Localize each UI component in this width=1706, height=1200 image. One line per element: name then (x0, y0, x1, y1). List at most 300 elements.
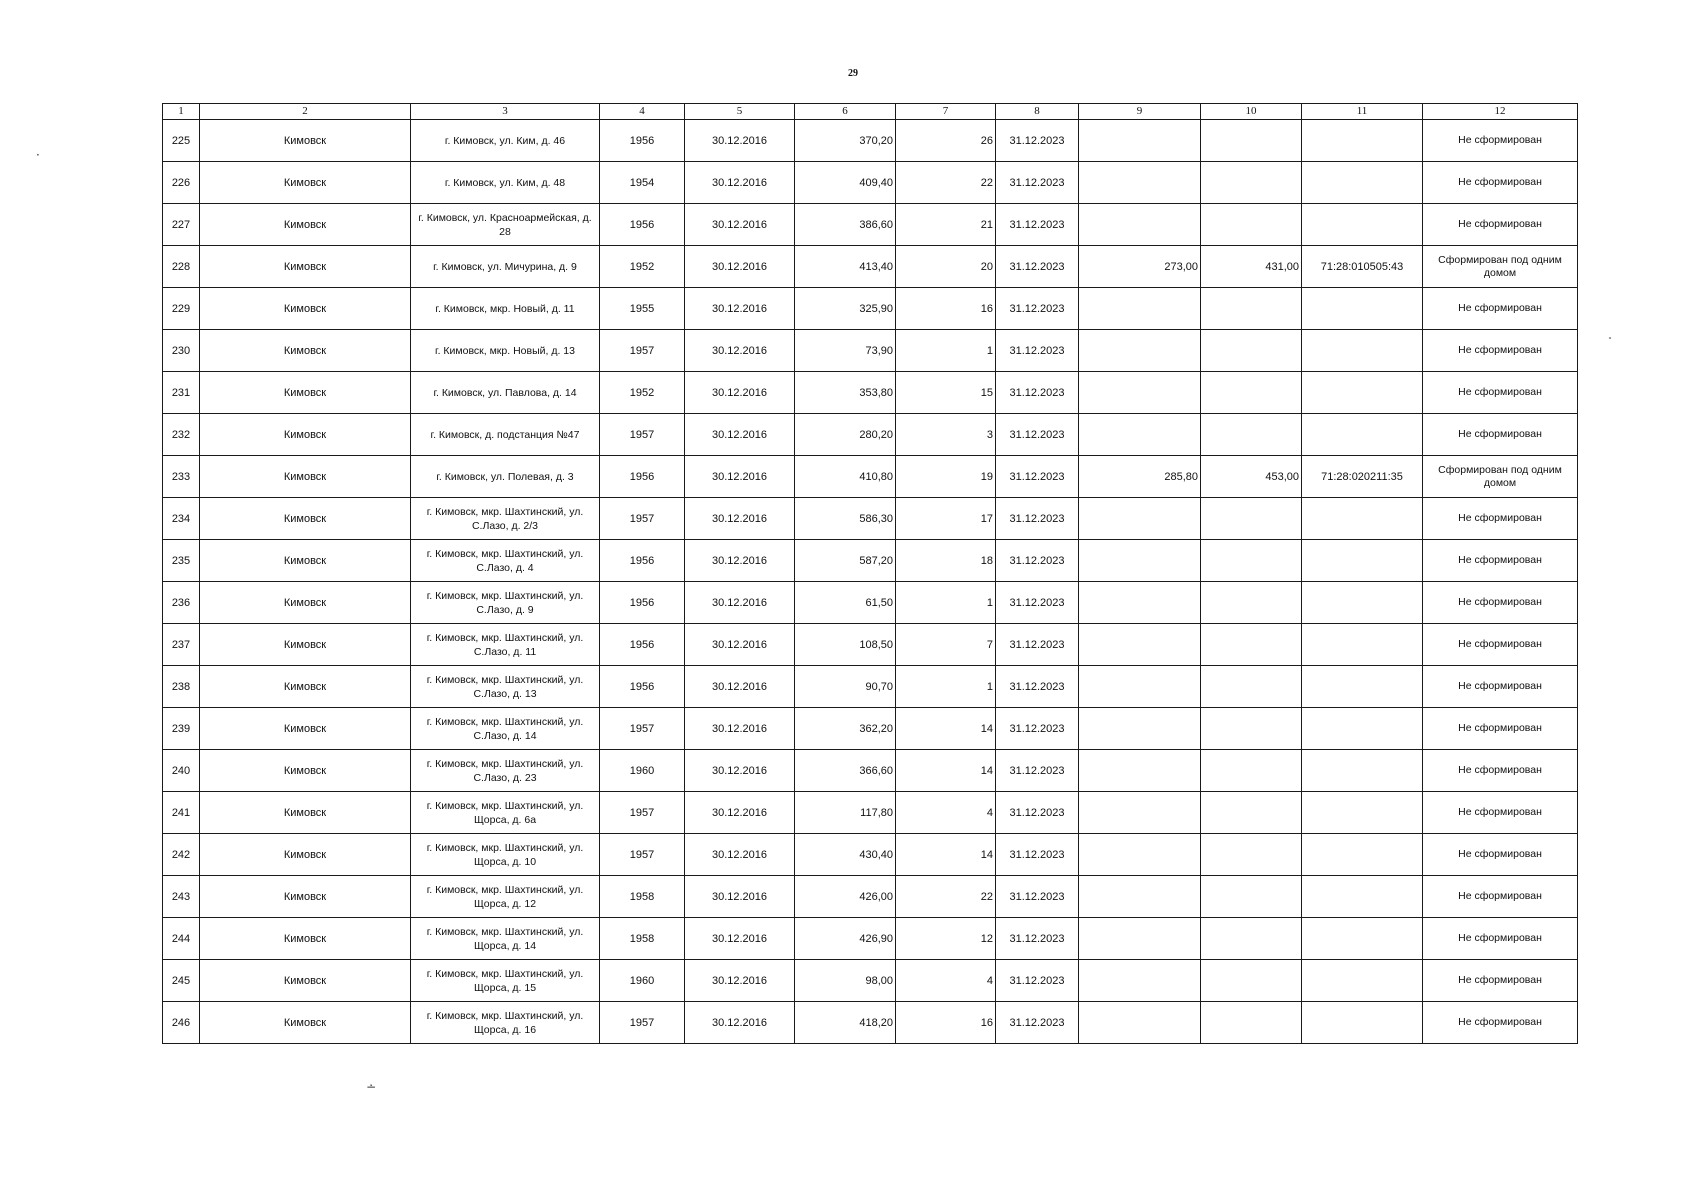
city-cell: Кимовск (200, 288, 411, 330)
deadline-cell: 31.12.2023 (996, 750, 1079, 792)
area-cell: 410,80 (795, 456, 896, 498)
area-cell: 430,40 (795, 834, 896, 876)
row-number-cell: 246 (163, 1002, 200, 1044)
date-cell: 30.12.2016 (685, 288, 795, 330)
cadastral-number-cell (1302, 498, 1423, 540)
cadastral-number-cell (1302, 666, 1423, 708)
table-row (163, 330, 1578, 372)
status-cell: Не сформирован (1423, 204, 1578, 246)
date-cell: 30.12.2016 (685, 834, 795, 876)
address-cell: г. Кимовск, мкр. Шахтинский, ул. Щорса, д. 14 (411, 918, 600, 960)
column-number-header: 4 (600, 104, 685, 120)
year-cell: 1958 (600, 876, 685, 918)
row-number-cell: 232 (163, 414, 200, 456)
row-number-cell: 229 (163, 288, 200, 330)
row-number-cell: 244 (163, 918, 200, 960)
residents-cell: 14 (896, 834, 996, 876)
date-cell: 30.12.2016 (685, 162, 795, 204)
deadline-cell: 31.12.2023 (996, 246, 1079, 288)
city-cell: Кимовск (200, 330, 411, 372)
table-row (163, 960, 1578, 1002)
year-cell: 1957 (600, 792, 685, 834)
status-cell: Не сформирован (1423, 624, 1578, 666)
row-number-cell: 240 (163, 750, 200, 792)
date-cell: 30.12.2016 (685, 456, 795, 498)
city-cell: Кимовск (200, 204, 411, 246)
plot-area-cell (1201, 708, 1302, 750)
table-row (163, 246, 1578, 288)
residents-cell: 4 (896, 960, 996, 1002)
cadastral-number-cell (1302, 414, 1423, 456)
deadline-cell: 31.12.2023 (996, 120, 1079, 162)
status-cell: Не сформирован (1423, 498, 1578, 540)
city-cell: Кимовск (200, 624, 411, 666)
area-cell: 587,20 (795, 540, 896, 582)
area-cell: 586,30 (795, 498, 896, 540)
cadastral-number-cell (1302, 330, 1423, 372)
row-number-cell: 235 (163, 540, 200, 582)
city-cell: Кимовск (200, 834, 411, 876)
cadastral-number-cell (1302, 834, 1423, 876)
land-area-cell (1079, 624, 1201, 666)
status-cell: Не сформирован (1423, 918, 1578, 960)
row-number-cell: 242 (163, 834, 200, 876)
row-number-cell: 239 (163, 708, 200, 750)
scan-mark: ∸ (366, 1080, 377, 1094)
status-cell: Не сформирован (1423, 372, 1578, 414)
plot-area-cell (1201, 792, 1302, 834)
land-area-cell (1079, 330, 1201, 372)
residents-cell: 21 (896, 204, 996, 246)
plot-area-cell (1201, 834, 1302, 876)
year-cell: 1956 (600, 540, 685, 582)
date-cell: 30.12.2016 (685, 414, 795, 456)
residents-cell: 18 (896, 540, 996, 582)
date-cell: 30.12.2016 (685, 1002, 795, 1044)
residents-cell: 15 (896, 372, 996, 414)
column-number-header: 6 (795, 104, 896, 120)
table-row (163, 120, 1578, 162)
table-row (163, 456, 1578, 498)
status-cell: Не сформирован (1423, 540, 1578, 582)
residents-cell: 4 (896, 792, 996, 834)
address-cell: г. Кимовск, ул. Красноармейская, д. 28 (411, 204, 600, 246)
plot-area-cell (1201, 582, 1302, 624)
year-cell: 1956 (600, 624, 685, 666)
area-cell: 325,90 (795, 288, 896, 330)
area-cell: 426,00 (795, 876, 896, 918)
row-number-cell: 237 (163, 624, 200, 666)
column-number-row (163, 104, 1578, 120)
date-cell: 30.12.2016 (685, 708, 795, 750)
table-row (163, 498, 1578, 540)
year-cell: 1957 (600, 330, 685, 372)
address-cell: г. Кимовск, мкр. Шахтинский, ул. С.Лазо, д. 23 (411, 750, 600, 792)
residents-cell: 3 (896, 414, 996, 456)
date-cell: 30.12.2016 (685, 750, 795, 792)
residents-cell: 1 (896, 582, 996, 624)
address-cell: г. Кимовск, мкр. Шахтинский, ул. Щорса, д. 10 (411, 834, 600, 876)
cadastral-number-cell (1302, 708, 1423, 750)
land-area-cell (1079, 288, 1201, 330)
row-number-cell: 238 (163, 666, 200, 708)
plot-area-cell (1201, 960, 1302, 1002)
column-number-header: 2 (200, 104, 411, 120)
plot-area-cell (1201, 1002, 1302, 1044)
row-number-cell: 231 (163, 372, 200, 414)
deadline-cell: 31.12.2023 (996, 204, 1079, 246)
table-row (163, 834, 1578, 876)
date-cell: 30.12.2016 (685, 498, 795, 540)
year-cell: 1952 (600, 246, 685, 288)
area-cell: 409,40 (795, 162, 896, 204)
status-cell: Не сформирован (1423, 708, 1578, 750)
deadline-cell: 31.12.2023 (996, 834, 1079, 876)
date-cell: 30.12.2016 (685, 372, 795, 414)
city-cell: Кимовск (200, 1002, 411, 1044)
city-cell: Кимовск (200, 666, 411, 708)
cadastral-number-cell (1302, 582, 1423, 624)
deadline-cell: 31.12.2023 (996, 918, 1079, 960)
land-area-cell (1079, 834, 1201, 876)
year-cell: 1952 (600, 372, 685, 414)
cadastral-number-cell (1302, 162, 1423, 204)
cadastral-number-cell (1302, 1002, 1423, 1044)
residents-cell: 7 (896, 624, 996, 666)
residents-cell: 1 (896, 666, 996, 708)
city-cell: Кимовск (200, 540, 411, 582)
land-area-cell (1079, 918, 1201, 960)
area-cell: 280,20 (795, 414, 896, 456)
plot-area-cell (1201, 540, 1302, 582)
date-cell: 30.12.2016 (685, 204, 795, 246)
residents-cell: 19 (896, 456, 996, 498)
status-cell: Не сформирован (1423, 792, 1578, 834)
column-number-header: 11 (1302, 104, 1423, 120)
address-cell: г. Кимовск, мкр. Шахтинский, ул. С.Лазо, д. 4 (411, 540, 600, 582)
land-area-cell (1079, 372, 1201, 414)
status-cell: Не сформирован (1423, 120, 1578, 162)
table-row (163, 708, 1578, 750)
city-cell: Кимовск (200, 246, 411, 288)
city-cell: Кимовск (200, 498, 411, 540)
plot-area-cell (1201, 498, 1302, 540)
year-cell: 1956 (600, 582, 685, 624)
column-number-header: 12 (1423, 104, 1578, 120)
residents-cell: 16 (896, 1002, 996, 1044)
deadline-cell: 31.12.2023 (996, 792, 1079, 834)
deadline-cell: 31.12.2023 (996, 708, 1079, 750)
deadline-cell: 31.12.2023 (996, 288, 1079, 330)
address-cell: г. Кимовск, мкр. Шахтинский, ул. Щорса, д. 15 (411, 960, 600, 1002)
city-cell: Кимовск (200, 918, 411, 960)
year-cell: 1957 (600, 414, 685, 456)
table-row (163, 162, 1578, 204)
address-cell: г. Кимовск, мкр. Новый, д. 13 (411, 330, 600, 372)
row-number-cell: 228 (163, 246, 200, 288)
status-cell: Не сформирован (1423, 960, 1578, 1002)
year-cell: 1958 (600, 918, 685, 960)
status-cell: Не сформирован (1423, 288, 1578, 330)
land-area-cell (1079, 498, 1201, 540)
deadline-cell: 31.12.2023 (996, 624, 1079, 666)
deadline-cell: 31.12.2023 (996, 330, 1079, 372)
plot-area-cell: 431,00 (1201, 246, 1302, 288)
land-area-cell (1079, 120, 1201, 162)
cadastral-number-cell (1302, 624, 1423, 666)
scan-mark: ˯ (1608, 326, 1612, 340)
land-area-cell (1079, 582, 1201, 624)
plot-area-cell (1201, 624, 1302, 666)
table-row (163, 750, 1578, 792)
city-cell: Кимовск (200, 960, 411, 1002)
land-area-cell (1079, 750, 1201, 792)
cadastral-number-cell: 71:28:020211:35 (1302, 456, 1423, 498)
date-cell: 30.12.2016 (685, 792, 795, 834)
residents-cell: 12 (896, 918, 996, 960)
city-cell: Кимовск (200, 120, 411, 162)
plot-area-cell (1201, 288, 1302, 330)
year-cell: 1957 (600, 498, 685, 540)
land-area-cell: 273,00 (1079, 246, 1201, 288)
address-cell: г. Кимовск, ул. Полевая, д. 3 (411, 456, 600, 498)
deadline-cell: 31.12.2023 (996, 960, 1079, 1002)
area-cell: 418,20 (795, 1002, 896, 1044)
cadastral-number-cell (1302, 204, 1423, 246)
status-cell: Не сформирован (1423, 1002, 1578, 1044)
row-number-cell: 227 (163, 204, 200, 246)
page-number: 29 (848, 68, 858, 79)
area-cell: 426,90 (795, 918, 896, 960)
land-area-cell (1079, 414, 1201, 456)
column-number-header: 9 (1079, 104, 1201, 120)
area-cell: 108,50 (795, 624, 896, 666)
cadastral-number-cell (1302, 288, 1423, 330)
residents-cell: 14 (896, 708, 996, 750)
status-cell: Не сформирован (1423, 876, 1578, 918)
land-area-cell (1079, 960, 1201, 1002)
date-cell: 30.12.2016 (685, 246, 795, 288)
residents-cell: 22 (896, 162, 996, 204)
year-cell: 1960 (600, 960, 685, 1002)
row-number-cell: 243 (163, 876, 200, 918)
deadline-cell: 31.12.2023 (996, 372, 1079, 414)
land-area-cell (1079, 540, 1201, 582)
status-cell: Не сформирован (1423, 834, 1578, 876)
housing-table (162, 103, 1578, 1044)
status-cell: Сформирован под одним домом (1423, 456, 1578, 498)
city-cell: Кимовск (200, 372, 411, 414)
row-number-cell: 245 (163, 960, 200, 1002)
plot-area-cell (1201, 876, 1302, 918)
deadline-cell: 31.12.2023 (996, 876, 1079, 918)
column-number-header: 10 (1201, 104, 1302, 120)
column-number-header: 7 (896, 104, 996, 120)
table-row (163, 204, 1578, 246)
residents-cell: 20 (896, 246, 996, 288)
table-row (163, 582, 1578, 624)
land-area-cell (1079, 162, 1201, 204)
cadastral-number-cell (1302, 540, 1423, 582)
address-cell: г. Кимовск, мкр. Шахтинский, ул. Щорса, д. 16 (411, 1002, 600, 1044)
year-cell: 1956 (600, 120, 685, 162)
city-cell: Кимовск (200, 750, 411, 792)
cadastral-number-cell (1302, 876, 1423, 918)
address-cell: г. Кимовск, мкр. Шахтинский, ул. С.Лазо, д. 11 (411, 624, 600, 666)
plot-area-cell (1201, 162, 1302, 204)
plot-area-cell: 453,00 (1201, 456, 1302, 498)
address-cell: г. Кимовск, ул. Павлова, д. 14 (411, 372, 600, 414)
column-number-header: 5 (685, 104, 795, 120)
cadastral-number-cell (1302, 792, 1423, 834)
cadastral-number-cell (1302, 960, 1423, 1002)
land-area-cell (1079, 792, 1201, 834)
city-cell: Кимовск (200, 162, 411, 204)
table-row (163, 918, 1578, 960)
city-cell: Кимовск (200, 792, 411, 834)
row-number-cell: 236 (163, 582, 200, 624)
cadastral-number-cell (1302, 372, 1423, 414)
area-cell: 362,20 (795, 708, 896, 750)
cadastral-number-cell (1302, 750, 1423, 792)
date-cell: 30.12.2016 (685, 120, 795, 162)
area-cell: 370,20 (795, 120, 896, 162)
address-cell: г. Кимовск, мкр. Новый, д. 11 (411, 288, 600, 330)
year-cell: 1957 (600, 708, 685, 750)
residents-cell: 17 (896, 498, 996, 540)
address-cell: г. Кимовск, мкр. Шахтинский, ул. С.Лазо, д. 13 (411, 666, 600, 708)
date-cell: 30.12.2016 (685, 624, 795, 666)
cadastral-number-cell (1302, 918, 1423, 960)
address-cell: г. Кимовск, ул. Ким, д. 46 (411, 120, 600, 162)
row-number-cell: 230 (163, 330, 200, 372)
year-cell: 1960 (600, 750, 685, 792)
city-cell: Кимовск (200, 876, 411, 918)
year-cell: 1956 (600, 204, 685, 246)
address-cell: г. Кимовск, мкр. Шахтинский, ул. Щорса, д. 6а (411, 792, 600, 834)
land-area-cell: 285,80 (1079, 456, 1201, 498)
date-cell: 30.12.2016 (685, 666, 795, 708)
plot-area-cell (1201, 330, 1302, 372)
table-body (163, 120, 1578, 1044)
status-cell: Не сформирован (1423, 330, 1578, 372)
address-cell: г. Кимовск, мкр. Шахтинский, ул. Щорса, д. 12 (411, 876, 600, 918)
year-cell: 1956 (600, 666, 685, 708)
column-number-header: 3 (411, 104, 600, 120)
area-cell: 353,80 (795, 372, 896, 414)
deadline-cell: 31.12.2023 (996, 540, 1079, 582)
plot-area-cell (1201, 120, 1302, 162)
date-cell: 30.12.2016 (685, 960, 795, 1002)
area-cell: 366,60 (795, 750, 896, 792)
status-cell: Не сформирован (1423, 666, 1578, 708)
land-area-cell (1079, 204, 1201, 246)
year-cell: 1955 (600, 288, 685, 330)
table-row (163, 876, 1578, 918)
year-cell: 1954 (600, 162, 685, 204)
area-cell: 98,00 (795, 960, 896, 1002)
status-cell: Не сформирован (1423, 162, 1578, 204)
table-row (163, 1002, 1578, 1044)
city-cell: Кимовск (200, 414, 411, 456)
residents-cell: 16 (896, 288, 996, 330)
deadline-cell: 31.12.2023 (996, 498, 1079, 540)
row-number-cell: 226 (163, 162, 200, 204)
table-row (163, 372, 1578, 414)
area-cell: 61,50 (795, 582, 896, 624)
address-cell: г. Кимовск, мкр. Шахтинский, ул. С.Лазо, д. 9 (411, 582, 600, 624)
deadline-cell: 31.12.2023 (996, 414, 1079, 456)
status-cell: Не сформирован (1423, 414, 1578, 456)
address-cell: г. Кимовск, ул. Мичурина, д. 9 (411, 246, 600, 288)
land-area-cell (1079, 876, 1201, 918)
row-number-cell: 225 (163, 120, 200, 162)
table-row (163, 540, 1578, 582)
area-cell: 117,80 (795, 792, 896, 834)
area-cell: 90,70 (795, 666, 896, 708)
area-cell: 413,40 (795, 246, 896, 288)
land-area-cell (1079, 1002, 1201, 1044)
deadline-cell: 31.12.2023 (996, 666, 1079, 708)
cadastral-number-cell: 71:28:010505:43 (1302, 246, 1423, 288)
deadline-cell: 31.12.2023 (996, 582, 1079, 624)
status-cell: Не сформирован (1423, 750, 1578, 792)
table-row (163, 624, 1578, 666)
area-cell: 386,60 (795, 204, 896, 246)
address-cell: г. Кимовск, мкр. Шахтинский, ул. С.Лазо, д. 14 (411, 708, 600, 750)
city-cell: Кимовск (200, 582, 411, 624)
plot-area-cell (1201, 918, 1302, 960)
status-cell: Не сформирован (1423, 582, 1578, 624)
land-area-cell (1079, 708, 1201, 750)
deadline-cell: 31.12.2023 (996, 1002, 1079, 1044)
address-cell: г. Кимовск, ул. Ким, д. 48 (411, 162, 600, 204)
plot-area-cell (1201, 750, 1302, 792)
plot-area-cell (1201, 204, 1302, 246)
residents-cell: 26 (896, 120, 996, 162)
year-cell: 1956 (600, 456, 685, 498)
date-cell: 30.12.2016 (685, 918, 795, 960)
deadline-cell: 31.12.2023 (996, 456, 1079, 498)
year-cell: 1957 (600, 1002, 685, 1044)
city-cell: Кимовск (200, 708, 411, 750)
address-cell: г. Кимовск, мкр. Шахтинский, ул. С.Лазо, д. 2/3 (411, 498, 600, 540)
date-cell: 30.12.2016 (685, 540, 795, 582)
plot-area-cell (1201, 666, 1302, 708)
table-row (163, 288, 1578, 330)
date-cell: 30.12.2016 (685, 876, 795, 918)
date-cell: 30.12.2016 (685, 330, 795, 372)
residents-cell: 14 (896, 750, 996, 792)
table-row (163, 792, 1578, 834)
cadastral-number-cell (1302, 120, 1423, 162)
plot-area-cell (1201, 414, 1302, 456)
area-cell: 73,90 (795, 330, 896, 372)
city-cell: Кимовск (200, 456, 411, 498)
column-number-header: 1 (163, 104, 200, 120)
plot-area-cell (1201, 372, 1302, 414)
residents-cell: 22 (896, 876, 996, 918)
year-cell: 1957 (600, 834, 685, 876)
date-cell: 30.12.2016 (685, 582, 795, 624)
status-cell: Сформирован под одним домом (1423, 246, 1578, 288)
row-number-cell: 234 (163, 498, 200, 540)
table-row (163, 666, 1578, 708)
column-number-header: 8 (996, 104, 1079, 120)
table-row (163, 414, 1578, 456)
row-number-cell: 233 (163, 456, 200, 498)
scan-mark: · (36, 148, 40, 162)
